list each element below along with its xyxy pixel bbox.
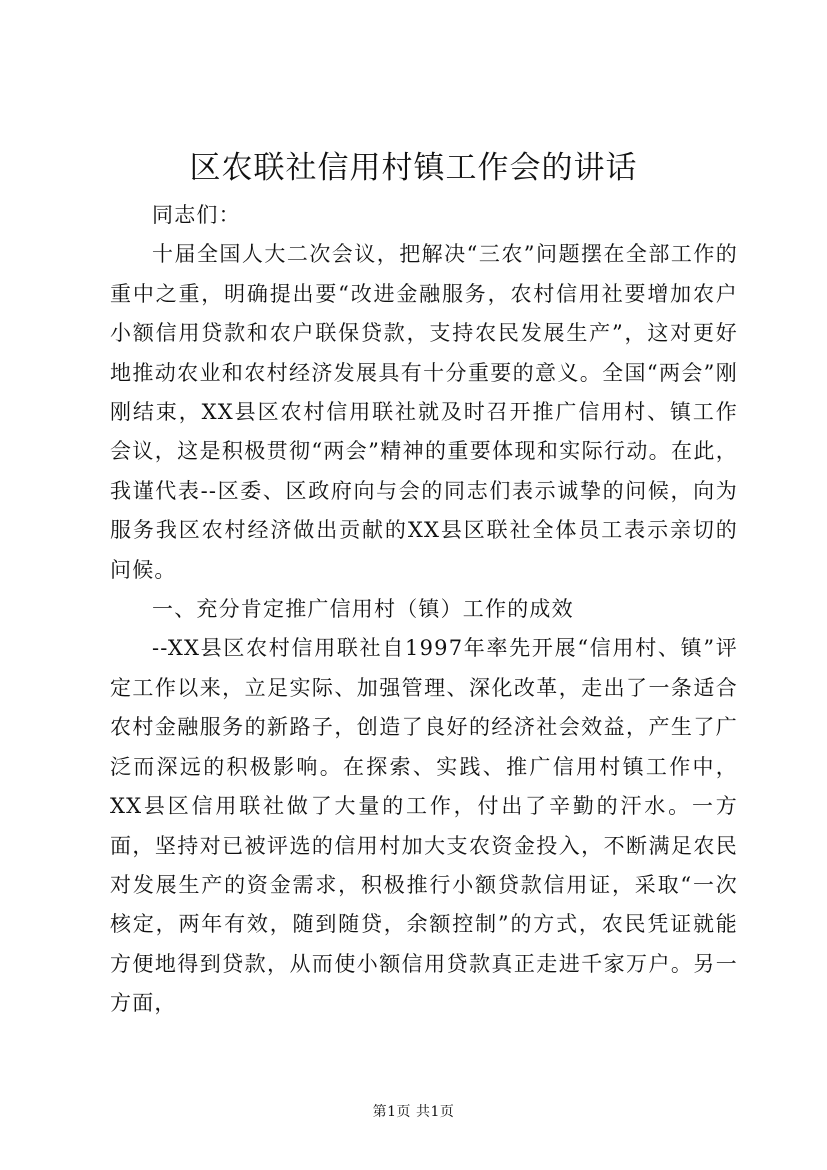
paragraph-intro: 十届全国人大二次会议，把解决“三农”问题摆在全部工作的重中之重，明确提出要“改进金融服务，农村信用社要增加农户小额信用贷款和农户联保贷款，支持农民发展生产”，这对更好地推动农业和农村经济发展具有十分重要的意义。全国“两会”刚刚结束，XX县区农村信用联社就及时召开推广信用村、镇工作会议，这是积极贯彻“两会”精神的重要体现和实际行动。在此，我谨代表--区委、区政府向与会的同志们表示诚挚的问候，向为服务我区农村经济做出贡献的XX县区联社全体员工表示亲切的问候。 [110, 242, 738, 582]
document-body [110, 196, 738, 1024]
salutation: 同志们： [152, 203, 241, 227]
page-footer: 第1页 共1页 [372, 1104, 455, 1120]
paragraph-achievements: --XX县区农村信用联社自1997年率先开展“信用村、镇”评定工作以来，立足实际、加强管理、深化改革，走出了一条适合农村金融服务的新路子，创造了良好的经济社会效益，产生了广泛而深远的积极影响。在探索、实践、推广信用村镇工作中，XX县区信用联社做了大量的工作，付出了辛勤的汗水。一方面，坚持对已被评选的信用村加大支农资金投入，不断满足农民对发展生产的资金需求，积极推行小额贷款信用证，采取“一次核定，两年有效，随到随贷，余额控制”的方式，农民凭证就能方便地得到贷款，从而使小额信用贷款真正走进千家万户。另一方面， [110, 636, 738, 1016]
section-heading: 一、充分肯定推广信用村（镇）工作的成效 [152, 597, 574, 622]
document-title: 区农联社信用村镇工作会的讲话 [189, 150, 638, 186]
